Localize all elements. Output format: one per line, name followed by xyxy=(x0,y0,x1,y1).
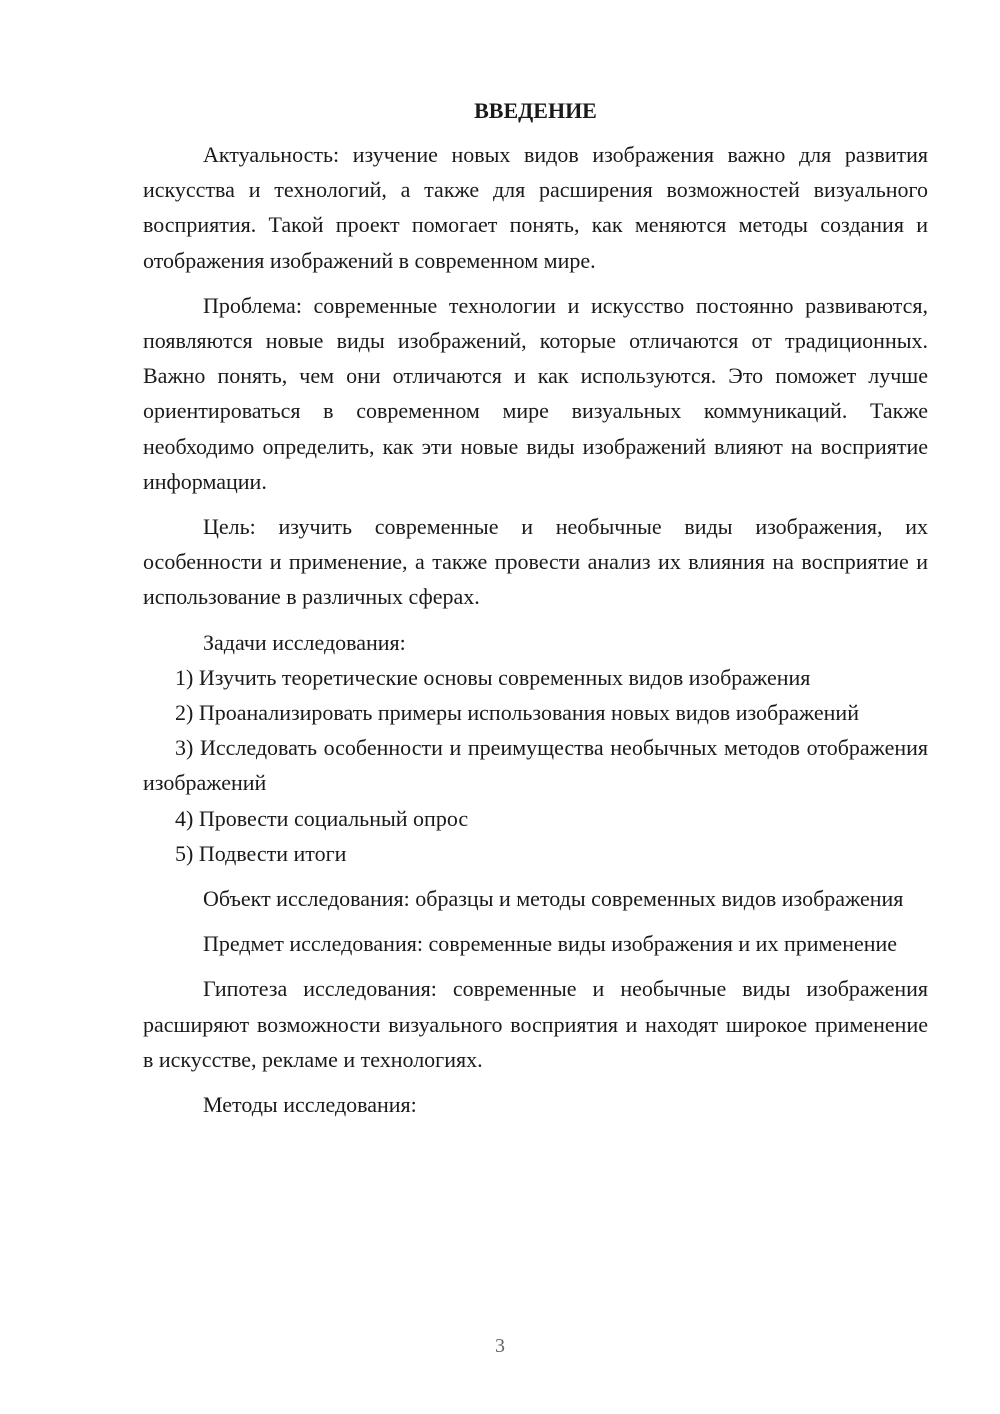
paragraph-methods: Методы исследования: xyxy=(203,1092,417,1118)
task-item-5: 5) Подвести итоги xyxy=(175,840,347,866)
task-item-2: 2) Проанализировать примеры использования новых видов изображений xyxy=(175,700,859,726)
page-number: 3 xyxy=(495,1335,505,1357)
page-content xyxy=(143,93,928,1122)
paragraph-tasks-intro: Задачи исследования: xyxy=(203,629,406,655)
paragraph-hypothesis: Гипотеза исследования: современные и необычные виды изображения расширяют возможности визуального восприятия и находят широкое применение в искусстве, рекламе и технологиях. xyxy=(143,976,928,1072)
paragraph-relevance: Актуальность: изучение новых видов изображения важно для развития искусства и технологий, а также для расширения возможностей визуального восприятия. Такой проект помогает понять, как меняются методы создания и отображения изображений в современном мире. xyxy=(143,142,928,273)
page-title: ВВЕДЕНИЕ xyxy=(474,98,597,123)
paragraph-subject: Предмет исследования: современные виды изображения и их применение xyxy=(203,931,898,957)
paragraph-object: Объект исследования: образцы и методы современных видов изображения xyxy=(203,886,904,912)
task-item-4: 4) Провести социальный опрос xyxy=(175,805,469,831)
task-item-1: 1) Изучить теоретические основы современных видов изображения xyxy=(175,664,811,690)
paragraph-problem: Проблема: современные технологии и искусство постоянно развиваются, появляются новые виды изображений, которые отличаются от традиционных. Важно понять, чем они отличаются и как используются. Это поможет лучше ориентироваться в современном мире визуальных коммуникаций. Также необходимо определить, как эти новые виды изображений влияют на восприятие информации. xyxy=(143,292,928,494)
paragraph-goal: Цель: изучить современные и необычные виды изображения, их особенности и применение, а также провести анализ их влияния на восприятие и использование в различных сферах. xyxy=(143,514,928,610)
task-item-3: 3) Исследовать особенности и преимущества необычных методов отображения изображений xyxy=(143,735,928,796)
